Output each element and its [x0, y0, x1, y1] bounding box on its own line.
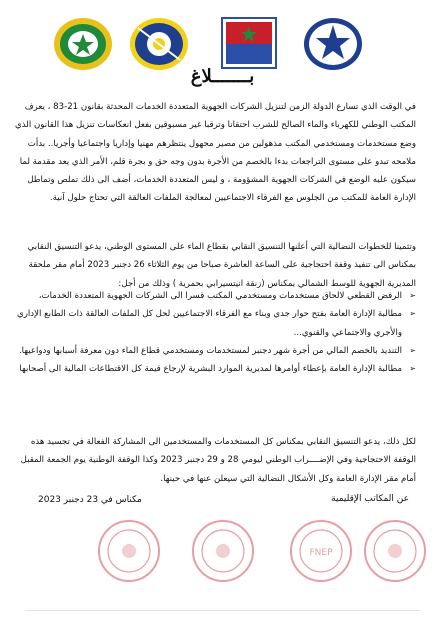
stamp-red-2 [190, 518, 256, 584]
syndicate-logo-red-flag [218, 14, 280, 72]
page-title: بـــــــلاغ [190, 66, 255, 87]
list-item [16, 305, 416, 342]
list-item [16, 342, 416, 360]
header-logos [0, 14, 445, 72]
ugtm-logo-blue [302, 14, 364, 72]
arrow-bullet-icon: ➢ [409, 345, 416, 355]
arrow-bullet-icon: ➢ [409, 309, 416, 319]
stamps-row [0, 518, 445, 598]
list-item-text: التنديد بالخصم المالي من أجرة شهر دجنبر لمستخدمات ومستخدمي قطاع الماء دون معرفة أسبابها ودواعيها. [18, 345, 402, 356]
union-logo-blue-yellow [128, 14, 190, 72]
demands-list [16, 287, 416, 378]
list-item-text: الرفض القطعي لالحاق مستخدمات ومستخدمي المكتب قسرا الى الشركات الجهوية المتعددة الخدمات، [38, 291, 402, 301]
arrow-bullet-icon: ➢ [409, 364, 416, 374]
call-paragraph: وتثمينا للخطوات النضالية التي أعلنها التنسيق النقابي بقطاع الماء على المستوى الوطني، يدعو التنسيق النقابي بمكناس الى تنفيذ وقفة احتجاجية على الساعة العاشرة صباحا من يوم الثلاثاء 26 دجنبر 2023 أمام مقر ملحقة المديرية الجهوية للوسط الشمالي بمكناس (زنقة انيتسيرابي بحمرية ) وذلك من أجل: [27, 242, 416, 289]
bottom-divider [25, 610, 420, 611]
ugtm-logo-green-gold [52, 14, 114, 72]
closing-paragraph: لكل ذلك، يدعو التنسيق النقابي بمكناس كل المستخدمات والمستخدمين الى المشاركة الفعالة في تجسيد هذه الوقفة الاحتجاجية وفي الإضــــراب الوطني ليومي 28 و 29 دجنبر 2023 وكذا الوقفة الوطنية يوم الجمعة المقبل أمام مقر الإدارة العامة وكل الأشكال النضالية التي سيعلن عنها في حينها. [20, 437, 416, 484]
stamp-red-1 [96, 518, 162, 584]
stamp-red-4 [362, 518, 428, 584]
stamp-red-3 [288, 518, 354, 584]
list-item-text: مطالبة الإدارة العامة بفتح حوار جدي وبناء مع الفرقاء الاجتماعيين لحل كل الملفات العالقة ذات الطابع الإداري والأجري والاجتماعي والقنوي... [17, 309, 402, 338]
stamp-text: FNEP [309, 548, 333, 558]
list-item [16, 360, 416, 378]
list-item-text: مطالبة الإدارة العامة بإعطاء أوامرها لمديرية الموارد البشرية لإرجاع قيمة كل الاقتطاعات المالية الى أصحابها [19, 364, 402, 375]
arrow-bullet-icon: ➢ [409, 291, 416, 300]
sender-signature: عن المكاتب الإقليمية [331, 494, 409, 504]
list-item [16, 287, 416, 305]
place-date: مكناس في 23 دجنبر 2023 [38, 495, 142, 505]
intro-paragraph: في الوقت الذي تسارع الدولة الزمن لتنزيل الشركات الجهوية المتعددة الخدمات المحدثة بقانون 21-83 ، يعرف المكتب الوطني للكهرباء والماء الصالح للشرب احتقانا وترقبا غير مسبوقين بفعل انعكاسات تنزيل هذا القانون الذي وضع مستخدمات ومستخدمي المكتب مذهولين من مصير مجهول ينتظرهم مهنيا وإداريا واجتماعيا وأجريا.. بدأت ملامحه تبدو على مستوى التراجعات بدءا بالخصم من الأجرة بدون وجه حق و بجرة قلم، الأمر الذي يعد مقدمة لما سيكون عليه الوضع في الشركات الجهوية المشؤومة ، و ليس المتعددة الخدمات، أضف الى ذلك تملص وتماطل الإدارة العامة للمكتب من الجلوس مع الفرقاء الاجتماعيين لمعالجة الملفات العالقة التي تحتاج حلول آنية. [15, 102, 416, 204]
